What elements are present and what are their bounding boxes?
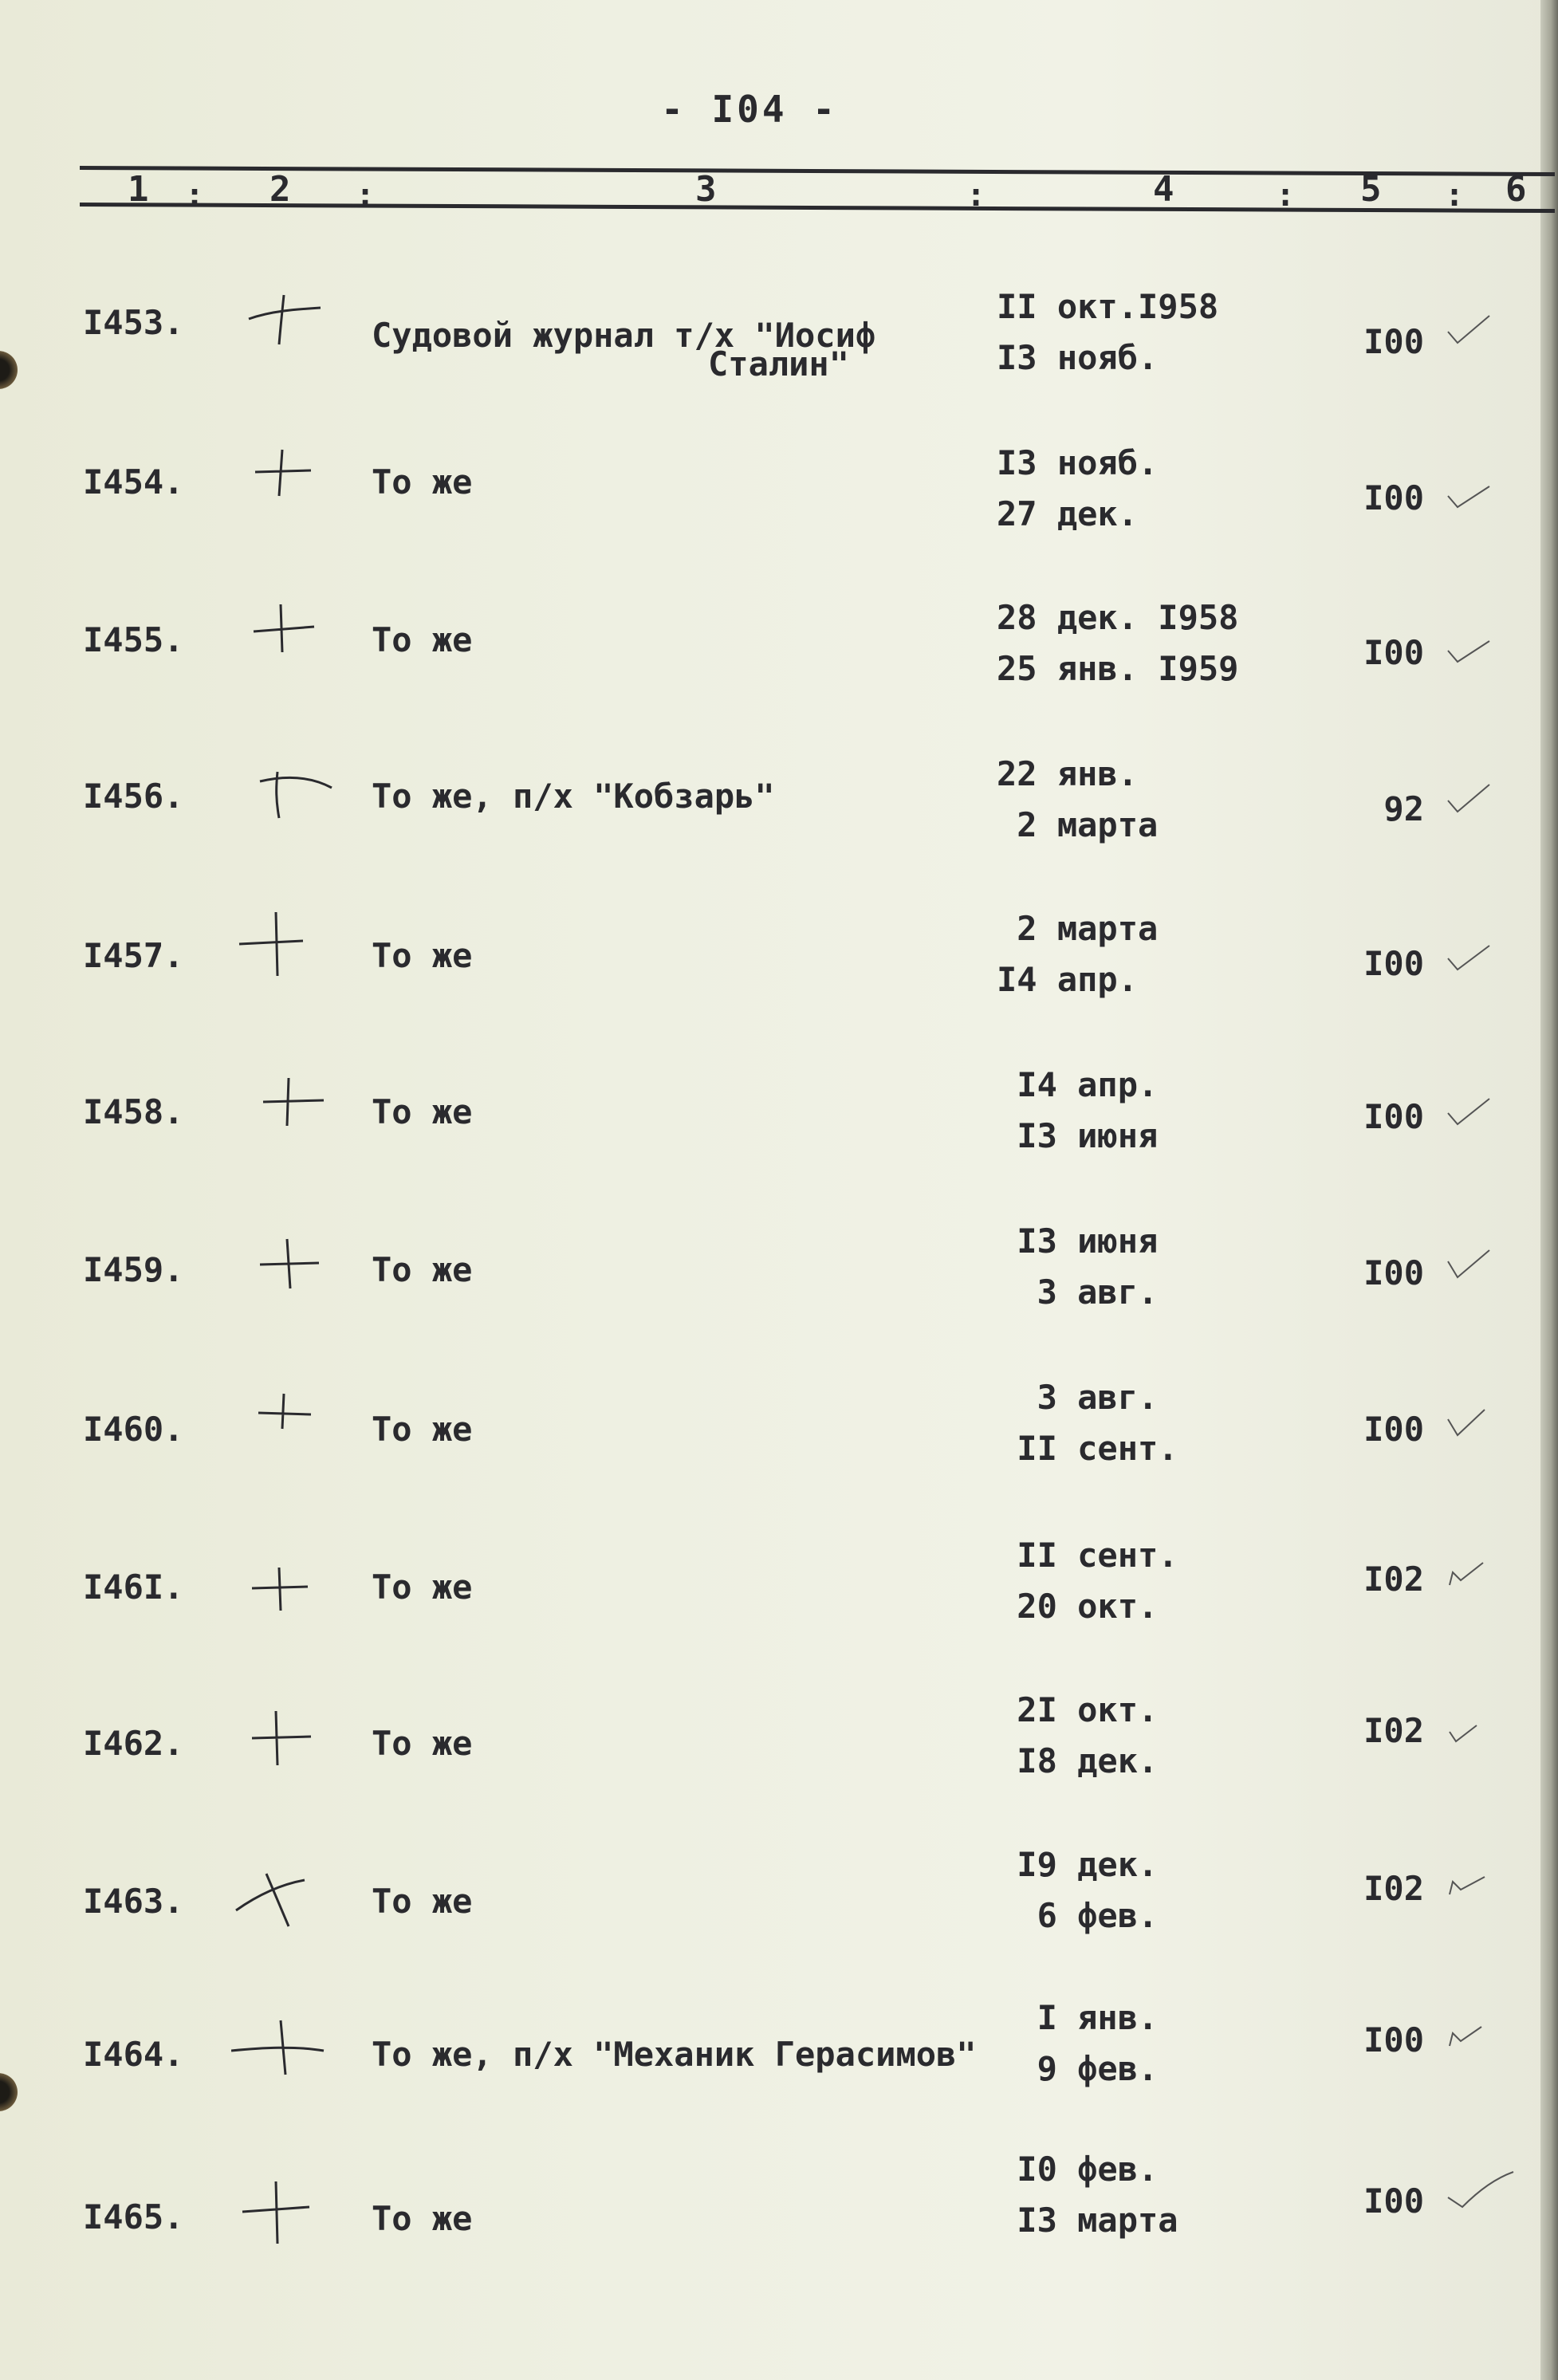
row-number: I458. (83, 1092, 184, 1131)
page-number: - I04 - (661, 88, 838, 131)
row-number: I454. (83, 462, 184, 502)
row-title: То же (372, 1410, 473, 1449)
row-end-date: I4 апр. (997, 960, 1139, 999)
row-sheet-count: I00 (1363, 322, 1424, 361)
row-title: То же (372, 936, 473, 975)
row-number: I46I. (83, 1568, 184, 1607)
row-number: I460. (83, 1410, 184, 1449)
row-number: I464. (83, 2035, 184, 2074)
column-header-5: 5 (1360, 169, 1382, 210)
table-row (0, 1221, 1558, 1378)
column-header-1: 1 (128, 169, 149, 210)
row-sheet-count: I00 (1363, 2020, 1424, 2059)
row-title: То же, п/х "Кобзарь" (372, 777, 775, 816)
row-sheet-count: I00 (1363, 944, 1424, 983)
row-end-date: 6 фев. (997, 1896, 1159, 1935)
row-sheet-count: I00 (1363, 1253, 1424, 1292)
handwritten-cross-mark (231, 2173, 327, 2253)
row-start-date: 3 авг. (997, 1378, 1159, 1417)
column-header-3: 3 (695, 169, 717, 210)
row-title: Судовой журнал т/х "Иосиф (372, 316, 876, 355)
row-start-date: I3 июня (997, 1221, 1159, 1261)
row-end-date: 3 авг. (997, 1273, 1159, 1312)
table-row (0, 598, 1558, 754)
row-end-date: 20 окт. (997, 1587, 1159, 1626)
row-start-date: II сент. (997, 1536, 1178, 1575)
table-row (0, 909, 1558, 1065)
column-header-2: 2 (270, 169, 291, 210)
handwritten-cross-mark (231, 1859, 327, 1939)
handwritten-cross-mark (231, 1070, 327, 1142)
checkmark-icon (1445, 2166, 1517, 2213)
row-sheet-count: I00 (1363, 633, 1424, 672)
row-end-date: 25 янв. I959 (997, 649, 1239, 688)
row-start-date: I0 фев. (997, 2150, 1159, 2189)
row-start-date: 28 дек. I958 (997, 598, 1239, 637)
row-number: I456. (83, 777, 184, 816)
handwritten-cross-mark (231, 1389, 327, 1453)
header-rule-top (80, 166, 1555, 176)
row-sheet-count: 92 (1383, 789, 1424, 828)
row-sheet-count: I02 (1363, 1869, 1424, 1908)
table-row (0, 1065, 1558, 1221)
row-number: I459. (83, 1250, 184, 1289)
handwritten-cross-mark (231, 1706, 327, 1778)
checkmark-icon (1445, 1092, 1493, 1132)
handwritten-cross-mark (231, 909, 327, 989)
table-row (0, 754, 1558, 911)
row-title: То же (372, 1568, 473, 1607)
row-start-date: 22 янв. (997, 754, 1139, 793)
table-row (0, 1845, 1558, 2001)
row-title: То же, п/х "Механик Герасимов" (372, 2035, 977, 2074)
row-sheet-count: I02 (1363, 1560, 1424, 1599)
table-row (0, 443, 1558, 600)
checkmark-icon (1445, 780, 1493, 820)
row-end-date: 2 марта (997, 805, 1159, 844)
row-end-date: II сент. (997, 1429, 1178, 1468)
column-separator: : (1445, 177, 1465, 214)
row-title: То же (372, 2199, 473, 2238)
checkmark-icon (1445, 311, 1493, 351)
row-sheet-count: I00 (1363, 1097, 1424, 1136)
row-start-date: 2I окт. (997, 1690, 1159, 1729)
checkmark-icon (1445, 938, 1493, 978)
handwritten-cross-mark (231, 2014, 335, 2086)
row-number: I453. (83, 303, 184, 342)
checkmark-icon (1445, 1556, 1493, 1596)
table-row (0, 287, 1558, 443)
row-end-date: I3 марта (997, 2201, 1178, 2240)
header-rule-bottom (80, 203, 1555, 213)
row-title: То же (372, 620, 473, 659)
column-separator: : (356, 177, 376, 214)
table-row (0, 2150, 1558, 2306)
table-row (0, 1690, 1558, 1847)
row-end-date: I8 дек. (997, 1741, 1159, 1780)
handwritten-cross-mark (231, 443, 327, 515)
row-sheet-count: I00 (1363, 478, 1424, 517)
handwritten-cross-mark (231, 1229, 327, 1301)
handwritten-cross-mark (231, 287, 327, 359)
row-title: То же (372, 1882, 473, 1921)
row-end-date: 9 фев. (997, 2049, 1159, 2088)
row-sheet-count: I00 (1363, 1410, 1424, 1449)
row-start-date: I янв. (997, 1998, 1159, 2037)
column-header-6: 6 (1505, 169, 1527, 210)
checkmark-icon (1445, 1403, 1493, 1443)
checkmark-icon (1445, 1714, 1493, 1754)
row-title: То же (372, 1250, 473, 1289)
row-sheet-count: I02 (1363, 1711, 1424, 1750)
table-row (0, 1536, 1558, 1692)
row-start-date: I9 дек. (997, 1845, 1159, 1884)
checkmark-icon (1445, 1245, 1493, 1285)
row-number: I455. (83, 620, 184, 659)
column-separator: : (185, 177, 205, 214)
table-row (0, 1998, 1558, 2154)
handwritten-cross-mark (231, 1563, 327, 1627)
checkmark-icon (1445, 475, 1493, 515)
row-title: То же (372, 462, 473, 502)
column-header-4: 4 (1153, 169, 1174, 210)
row-number: I463. (83, 1882, 184, 1921)
row-sheet-count: I00 (1363, 2181, 1424, 2221)
row-title: То же (372, 1724, 473, 1763)
handwritten-cross-mark (231, 598, 327, 670)
row-number: I465. (83, 2197, 184, 2236)
row-end-date: I3 июня (997, 1116, 1159, 1155)
row-title-continuation: Сталин" (708, 344, 850, 384)
column-separator: : (1276, 177, 1296, 214)
row-end-date: 27 дек. (997, 494, 1139, 533)
checkmark-icon (1445, 2017, 1493, 2057)
row-number: I457. (83, 936, 184, 975)
checkmark-icon (1445, 630, 1493, 670)
row-number: I462. (83, 1724, 184, 1763)
row-start-date: 2 марта (997, 909, 1159, 948)
row-start-date: I3 нояб. (997, 443, 1159, 482)
row-title: То же (372, 1092, 473, 1131)
row-end-date: I3 нояб. (997, 338, 1159, 377)
table-row (0, 1378, 1558, 1534)
handwritten-cross-mark (231, 759, 343, 831)
row-start-date: II окт.I958 (997, 287, 1219, 326)
row-start-date: I4 апр. (997, 1065, 1159, 1104)
column-separator: : (966, 177, 986, 214)
checkmark-icon (1445, 1866, 1493, 1906)
